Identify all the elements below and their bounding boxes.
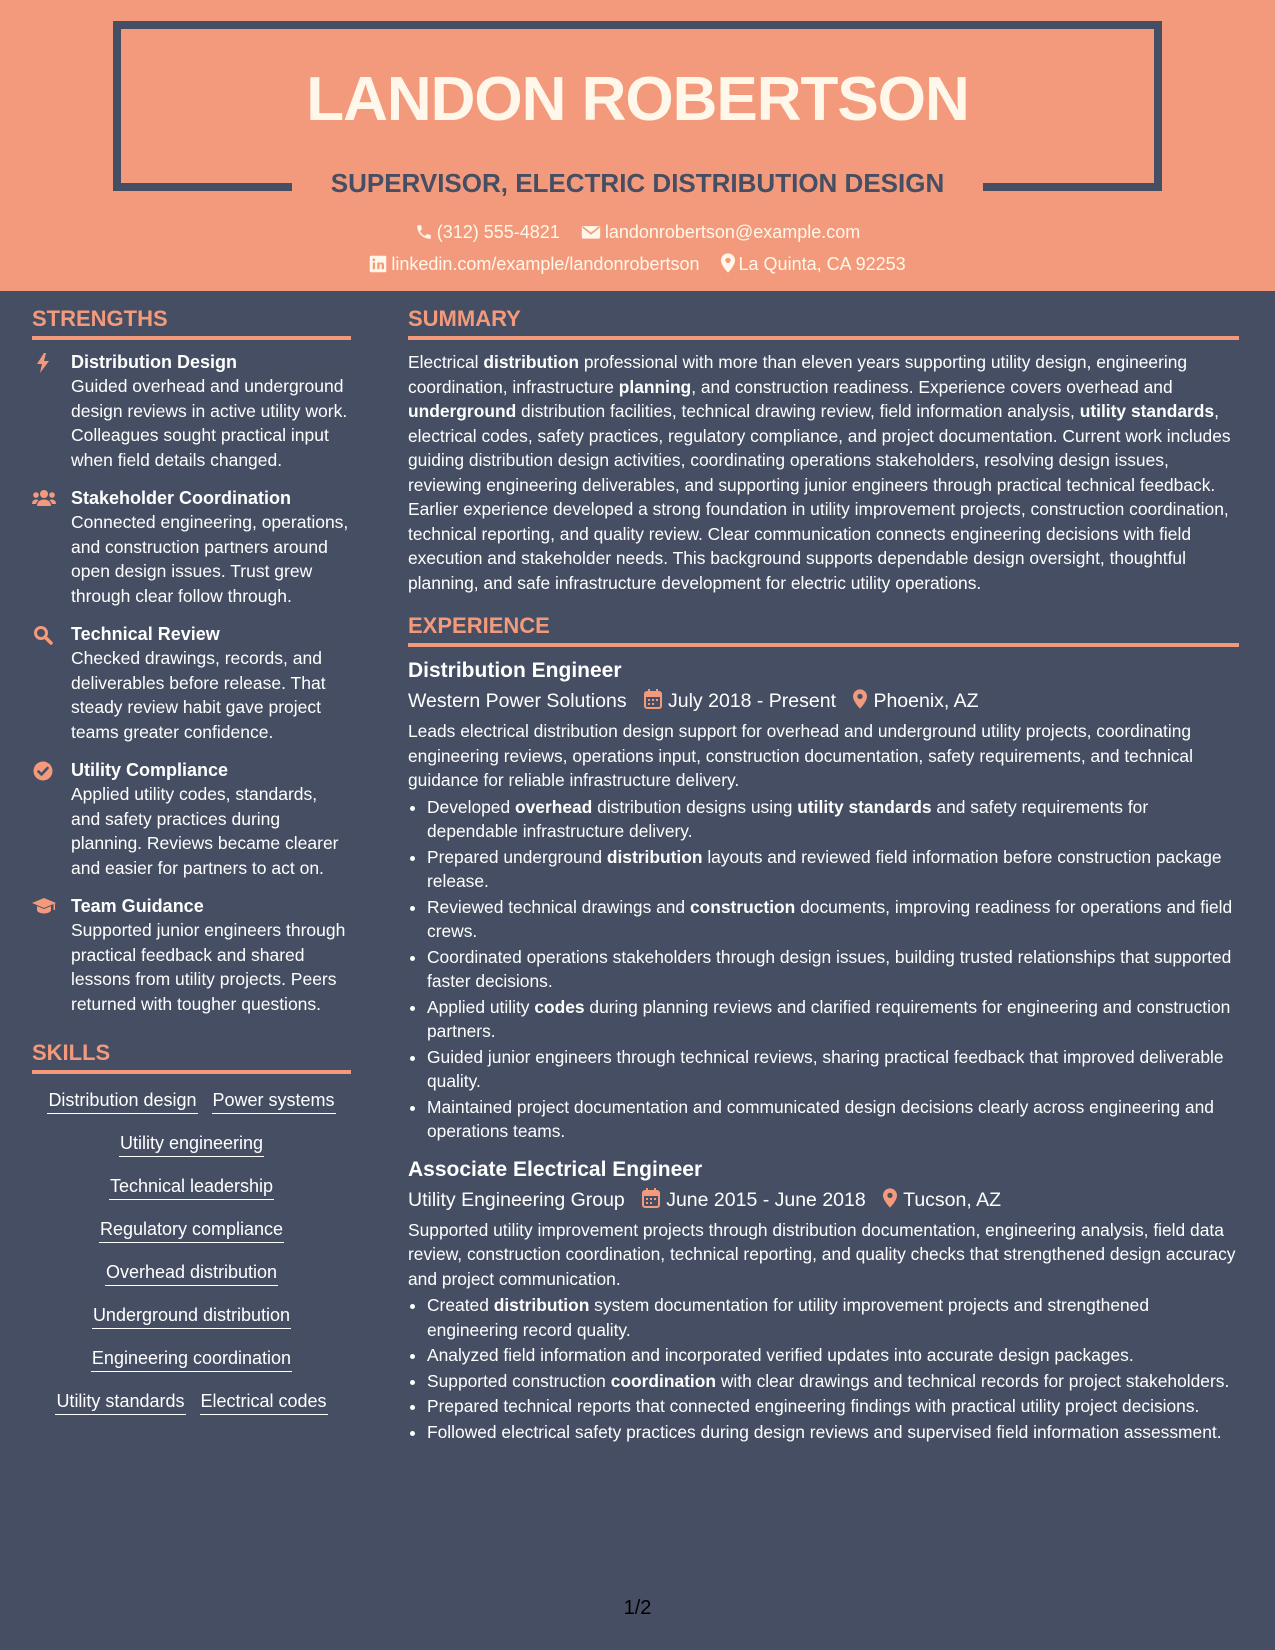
job-company: Western Power Solutions: [408, 690, 627, 712]
strength-item: [32, 894, 351, 1016]
bolt-icon: [32, 353, 54, 373]
header-frame-left: [113, 21, 121, 191]
bold-keyword: distribution: [483, 352, 580, 372]
experience-heading: EXPERIENCE: [408, 611, 1239, 647]
phone-icon: [415, 223, 433, 241]
strength-item: [32, 622, 351, 744]
map-pin-icon: [721, 253, 735, 273]
bold-keyword: utility standards: [1079, 401, 1215, 421]
strength-description: Supported junior engineers through practical feedback and shared lessons from utility projects. Peers returned with tougher questions.: [71, 920, 346, 1014]
job-role: Associate Electrical Engineer: [408, 1157, 703, 1181]
linkedin-icon: [369, 255, 387, 273]
job-location: Phoenix, AZ: [873, 690, 979, 712]
search-icon: [32, 625, 54, 645]
job-bullet: • Followed electrical safety practices during design reviews and supervised field information assessment.: [427, 1420, 1239, 1445]
skill-row: [32, 1389, 351, 1415]
job-bullets: [408, 795, 1239, 1144]
map-pin-icon: [853, 689, 867, 709]
bold-keyword: utility standards: [797, 796, 932, 817]
skill-row: [32, 1088, 351, 1114]
contact-email[interactable]: [581, 220, 860, 244]
strength-description: Guided overhead and underground design reviews in active utility work. Colleagues sought practical input when field details changed.: [71, 376, 348, 470]
skills-list: [32, 1088, 351, 1415]
bold-keyword: distribution: [606, 846, 703, 867]
skill-row: [32, 1260, 351, 1286]
job-dates: June 2015 - June 2018: [666, 1188, 866, 1211]
job-location: Tucson, AZ: [903, 1188, 1002, 1211]
job-meta: [408, 1186, 1239, 1214]
contact-linkedin[interactable]: [369, 252, 699, 276]
skill-tag: Underground distribution: [92, 1303, 291, 1329]
strength-title: Technical Review: [71, 624, 220, 644]
job-bullet: • Supported construction coordination with clear drawings and technical records for project stakeholders.: [427, 1369, 1239, 1394]
strength-description: Applied utility codes, standards, and safety practices during planning. Reviews became clearer and easier for partners to act on.: [71, 784, 339, 878]
bold-keyword: construction: [689, 896, 796, 917]
contact-location: [721, 252, 906, 276]
strength-description: Checked drawings, records, and deliverables before release. That steady review habit gave project teams greater confidence.: [71, 648, 326, 742]
strength-description: Connected engineering, operations, and construction partners around open design issues. Trust grew through clear follow through.: [71, 512, 349, 606]
phone-text: (312) 555-4821: [436, 222, 560, 242]
bold-keyword: coordination: [610, 1370, 716, 1391]
contact-phone[interactable]: [415, 220, 560, 244]
users-icon: [32, 489, 54, 509]
skill-row: [32, 1217, 351, 1243]
linkedin-text: linkedin.com/example/landonrobertson: [391, 254, 700, 274]
header-frame: [113, 21, 1162, 29]
calendar-icon: [644, 689, 662, 709]
skill-row: [32, 1174, 351, 1200]
candidate-title: SUPERVISOR, ELECTRIC DISTRIBUTION DESIGN: [330, 168, 945, 198]
header-frame-right: [1154, 21, 1162, 191]
job-bullets: [408, 1293, 1239, 1444]
bold-keyword: overhead: [514, 796, 593, 817]
job-bullet: • Guided junior engineers through technical reviews, sharing practical feedback that improved deliverable quality.: [427, 1045, 1239, 1094]
skill-tag: Overhead distribution: [105, 1260, 278, 1286]
bold-keyword: distribution: [493, 1295, 590, 1315]
candidate-name: LANDON ROBERTSON: [306, 65, 969, 134]
strength-title: Stakeholder Coordination: [71, 488, 292, 508]
job-bullet: • Created distribution system documentation for utility improvement projects and strengthened engineering record quality.: [427, 1293, 1239, 1342]
job-meta: [408, 687, 1239, 715]
job-bullet: • Reviewed technical drawings and construction documents, improving readiness for operations and field crews.: [427, 895, 1239, 944]
job-description: Leads electrical distribution design support for overhead and underground utility projects, coordinating engineering reviews, operations input, construction documentation, safety requirements, and technical guidance for reliable infrastructure delivery.: [408, 721, 1193, 790]
strengths-heading: STRENGTHS: [32, 304, 351, 340]
skill-tag: Distribution design: [47, 1088, 197, 1114]
strength-title: Utility Compliance: [71, 760, 229, 780]
strength-item: [32, 758, 351, 880]
contact-row-2: [0, 252, 1275, 276]
job-entry: [408, 1156, 1239, 1445]
strength-title: Distribution Design: [71, 352, 237, 372]
strength-title: Team Guidance: [71, 896, 204, 916]
header-frame-bottom-right: [983, 183, 1162, 191]
job-role: Distribution Engineer: [408, 659, 622, 682]
job-company: Utility Engineering Group: [408, 1188, 625, 1211]
right-column: [408, 304, 1239, 1445]
summary-heading: SUMMARY: [408, 304, 1239, 340]
page-number: 1/2: [623, 1597, 652, 1619]
job-bullet: • Analyzed field information and incorporated verified updates into accurate design packages.: [427, 1343, 1239, 1368]
skill-tag: Utility standards: [55, 1389, 185, 1415]
check-circle-icon: [32, 761, 54, 781]
contact-row-1: [0, 220, 1275, 244]
map-pin-icon: [883, 1188, 897, 1208]
graduation-cap-icon: [32, 897, 54, 917]
header-banner: [0, 0, 1275, 291]
job-bullet: • Developed overhead distribution designs using utility standards and safety requirements for dependable infrastructure delivery.: [427, 795, 1239, 844]
skill-tag: Engineering coordination: [91, 1346, 292, 1372]
job-description: Supported utility improvement projects through distribution documentation, engineering analysis, field data review, construction coordination, technical reporting, and quality checks that strengthened design accuracy and project communication.: [408, 1219, 1236, 1289]
skill-tag: Electrical codes: [200, 1389, 328, 1415]
skill-tag: Technical leadership: [109, 1174, 274, 1200]
skill-tag: Regulatory compliance: [99, 1217, 284, 1243]
skill-row: [32, 1346, 351, 1372]
job-bullet: • Prepared technical reports that connected engineering findings with practical utility project decisions.: [427, 1394, 1239, 1419]
header-frame-bottom-left: [113, 183, 292, 191]
job-bullet: • Coordinated operations stakeholders through design issues, building trusted relationships that supported faster decisions.: [427, 945, 1239, 994]
job-bullet: • Prepared underground distribution layouts and reviewed field information before construction package release.: [427, 845, 1239, 894]
skills-heading: SKILLS: [32, 1038, 351, 1074]
bold-keyword: underground: [408, 401, 517, 421]
skill-tag: Utility engineering: [119, 1131, 264, 1157]
email-text: landonrobertson@example.com: [604, 222, 861, 242]
job-dates: July 2018 - Present: [668, 690, 837, 712]
skill-row: [32, 1131, 351, 1157]
envelope-icon: [581, 223, 601, 241]
strength-item: [32, 486, 351, 608]
location-text: La Quinta, CA 92253: [738, 254, 906, 274]
job-bullet: • Maintained project documentation and communicated design decisions clearly across engineering and operations teams.: [427, 1095, 1239, 1144]
left-column: [32, 304, 351, 1432]
job-entry: [408, 657, 1239, 1144]
calendar-icon: [642, 1188, 660, 1208]
strength-item: [32, 350, 351, 472]
bold-keyword: codes: [534, 996, 585, 1017]
summary-text: Electrical distribution professional with more than eleven years supporting utility design, engineering coordination, infrastructure planning, and construction readiness. Experience covers overhead and underground distribution facilities, technical drawing review, field information analysis, utility standards, electrical codes, safety practices, regulatory compliance, and project documentation. Current work includes guiding distribution design activities, coordinating operations stakeholders, resolving design issues, reviewing engineering deliverables, and supporting junior engineers through practical technical feedback. Earlier experience developed a strong foundation in utility improvement projects, construction coordination, technical reporting, and quality review. Clear communication connects engineering decisions with field execution and stakeholder needs. This background supports dependable design oversight, thoughtful planning, and safe infrastructure development for electric utility operations.: [408, 352, 1231, 593]
bold-keyword: planning: [618, 376, 692, 397]
skill-row: [32, 1303, 351, 1329]
job-bullet: • Applied utility codes during planning reviews and clarified requirements for engineering and construction partners.: [427, 995, 1239, 1044]
skill-tag: Power systems: [212, 1088, 336, 1114]
